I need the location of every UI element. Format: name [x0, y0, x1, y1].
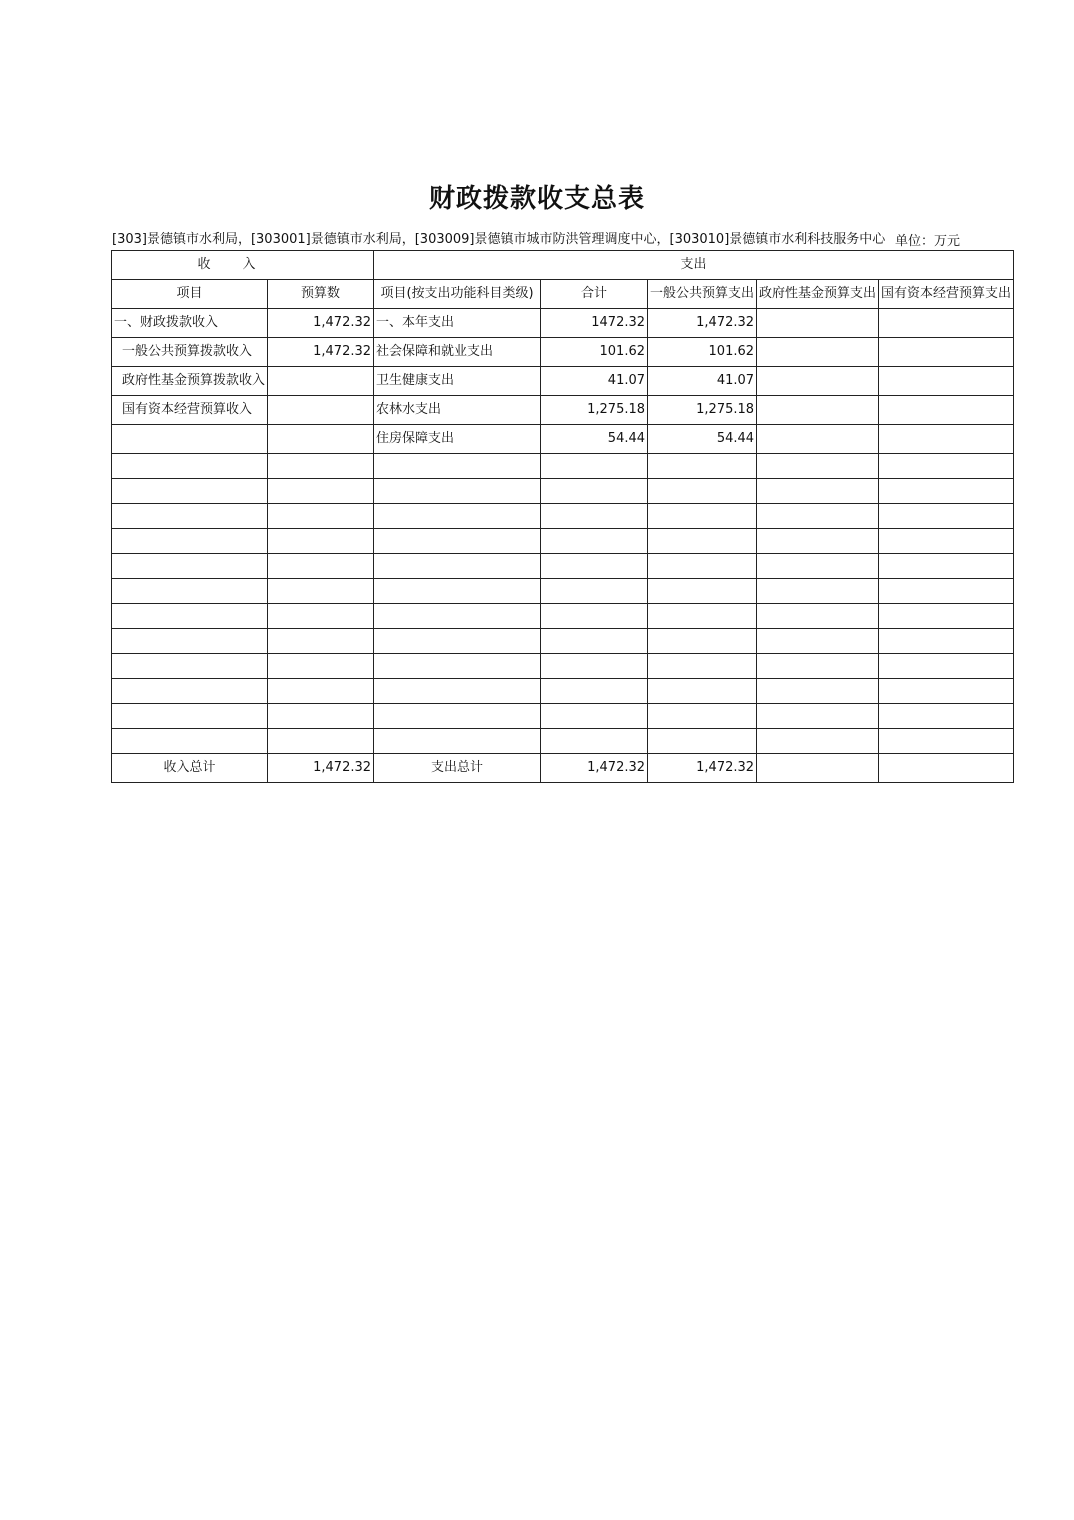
empty-cell [879, 454, 1014, 479]
income-section-label: 收入 [197, 257, 288, 272]
empty-cell [541, 554, 648, 579]
income-item: 一、财政拨款收入 [112, 309, 268, 338]
empty-cell [112, 604, 268, 629]
empty-cell [112, 579, 268, 604]
expense-total-state-capital [879, 754, 1014, 783]
empty-cell [112, 654, 268, 679]
col-header-total: 合计 [541, 280, 648, 309]
empty-cell [541, 604, 648, 629]
expense-gov-fund [757, 338, 879, 367]
empty-cell [879, 529, 1014, 554]
empty-cell [541, 679, 648, 704]
expense-total: 41.07 [541, 367, 648, 396]
expense-state-capital [879, 309, 1014, 338]
col-header-budget: 预算数 [268, 280, 374, 309]
empty-cell [648, 454, 757, 479]
expense-total-label: 支出总计 [374, 754, 541, 783]
expense-item: 卫生健康支出 [374, 367, 541, 396]
empty-cell [112, 454, 268, 479]
empty-cell [648, 479, 757, 504]
expense-general: 101.62 [648, 338, 757, 367]
empty-cell [374, 604, 541, 629]
empty-cell [757, 479, 879, 504]
empty-cell [757, 529, 879, 554]
empty-cell [879, 504, 1014, 529]
empty-row [112, 679, 1014, 704]
empty-cell [757, 554, 879, 579]
empty-cell [879, 479, 1014, 504]
expense-total-general: 1,472.32 [648, 754, 757, 783]
col-header-exp-item: 项目(按支出功能科目类级) [374, 280, 541, 309]
col-header-item: 项目 [112, 280, 268, 309]
empty-row [112, 479, 1014, 504]
empty-cell [541, 479, 648, 504]
expense-section-header: 支出 [374, 251, 1014, 280]
empty-row [112, 554, 1014, 579]
empty-cell [648, 604, 757, 629]
section-header-row [112, 251, 1014, 280]
empty-cell [112, 529, 268, 554]
empty-cell [757, 654, 879, 679]
empty-cell [648, 579, 757, 604]
empty-cell [541, 654, 648, 679]
empty-cell [648, 504, 757, 529]
income-item: 政府性基金预算拨款收入 [112, 367, 268, 396]
expense-state-capital [879, 396, 1014, 425]
empty-cell [112, 504, 268, 529]
empty-cell [374, 579, 541, 604]
empty-cell [374, 554, 541, 579]
empty-cell [268, 579, 374, 604]
empty-cell [879, 604, 1014, 629]
empty-cell [879, 629, 1014, 654]
income-item: 国有资本经营预算收入 [112, 396, 268, 425]
empty-cell [541, 579, 648, 604]
empty-cell [112, 729, 268, 754]
income-section-header [112, 251, 374, 280]
empty-cell [879, 679, 1014, 704]
empty-cell [112, 704, 268, 729]
empty-cell [757, 629, 879, 654]
empty-cell [268, 629, 374, 654]
expense-state-capital [879, 425, 1014, 454]
empty-cell [757, 454, 879, 479]
empty-row [112, 654, 1014, 679]
empty-cell [112, 629, 268, 654]
income-amount: 1,472.32 [268, 338, 374, 367]
empty-row [112, 629, 1014, 654]
expense-item: 社会保障和就业支出 [374, 338, 541, 367]
col-header-gov-fund: 政府性基金预算支出 [757, 280, 879, 309]
expense-general: 1,472.32 [648, 309, 757, 338]
income-amount [268, 367, 374, 396]
empty-row [112, 604, 1014, 629]
income-item: 一般公共预算拨款收入 [112, 338, 268, 367]
table-row [112, 338, 1014, 367]
expense-total: 1472.32 [541, 309, 648, 338]
expense-state-capital [879, 367, 1014, 396]
empty-cell [268, 704, 374, 729]
fiscal-summary-table [111, 250, 1014, 783]
empty-cell [374, 654, 541, 679]
empty-cell [374, 454, 541, 479]
currency-unit: 单位：万元 [894, 234, 960, 249]
expense-state-capital [879, 338, 1014, 367]
empty-cell [374, 629, 541, 654]
empty-cell [648, 704, 757, 729]
income-item [112, 425, 268, 454]
expense-total: 101.62 [541, 338, 648, 367]
empty-cell [374, 679, 541, 704]
expense-total: 1,275.18 [541, 396, 648, 425]
expense-total-amount: 1,472.32 [541, 754, 648, 783]
empty-cell [268, 479, 374, 504]
income-total-label: 收入总计 [112, 754, 268, 783]
empty-cell [648, 654, 757, 679]
empty-cell [879, 554, 1014, 579]
empty-cell [648, 629, 757, 654]
table-row [112, 367, 1014, 396]
empty-cell [541, 504, 648, 529]
expense-general: 54.44 [648, 425, 757, 454]
empty-cell [268, 654, 374, 679]
empty-cell [374, 529, 541, 554]
empty-cell [112, 479, 268, 504]
empty-row [112, 504, 1014, 529]
expense-item: 农林水支出 [374, 396, 541, 425]
empty-cell [757, 504, 879, 529]
expense-item: 一、本年支出 [374, 309, 541, 338]
table-row [112, 309, 1014, 338]
empty-cell [268, 604, 374, 629]
expense-general: 1,275.18 [648, 396, 757, 425]
empty-cell [112, 679, 268, 704]
expense-total-gov-fund [757, 754, 879, 783]
empty-cell [879, 729, 1014, 754]
empty-row [112, 729, 1014, 754]
income-amount: 1,472.32 [268, 309, 374, 338]
empty-cell [879, 704, 1014, 729]
totals-row [112, 754, 1014, 783]
empty-cell [541, 704, 648, 729]
income-total-amount: 1,472.32 [268, 754, 374, 783]
empty-cell [268, 679, 374, 704]
empty-cell [541, 629, 648, 654]
empty-cell [757, 704, 879, 729]
income-amount [268, 425, 374, 454]
empty-cell [268, 529, 374, 554]
empty-cell [112, 554, 268, 579]
empty-cell [268, 504, 374, 529]
empty-row [112, 704, 1014, 729]
table-row [112, 425, 1014, 454]
empty-cell [757, 679, 879, 704]
empty-cell [648, 554, 757, 579]
expense-total: 54.44 [541, 425, 648, 454]
income-amount [268, 396, 374, 425]
empty-cell [757, 579, 879, 604]
empty-row [112, 579, 1014, 604]
empty-cell [541, 529, 648, 554]
empty-cell [648, 679, 757, 704]
expense-general: 41.07 [648, 367, 757, 396]
empty-cell [648, 529, 757, 554]
empty-cell [757, 604, 879, 629]
expense-gov-fund [757, 309, 879, 338]
empty-cell [374, 504, 541, 529]
expense-gov-fund [757, 425, 879, 454]
unit-list: [303]景德镇市水利局，[303001]景德镇市水利局，[303009]景德镇市城市防洪管理调度中心，[303010]景德镇市水利科技服务中心 [112, 232, 886, 247]
empty-cell [374, 704, 541, 729]
expense-gov-fund [757, 396, 879, 425]
empty-cell [374, 479, 541, 504]
empty-cell [879, 654, 1014, 679]
expense-gov-fund [757, 367, 879, 396]
empty-cell [648, 729, 757, 754]
col-header-general: 一般公共预算支出 [648, 280, 757, 309]
empty-cell [757, 729, 879, 754]
page-title: 财政拨款收支总表 [428, 184, 645, 214]
empty-cell [374, 729, 541, 754]
empty-cell [268, 454, 374, 479]
empty-row [112, 454, 1014, 479]
empty-cell [268, 554, 374, 579]
empty-row [112, 529, 1014, 554]
empty-cell [541, 729, 648, 754]
expense-item: 住房保障支出 [374, 425, 541, 454]
col-header-state-capital: 国有资本经营预算支出 [879, 280, 1014, 309]
table-row [112, 396, 1014, 425]
empty-cell [541, 454, 648, 479]
empty-cell [268, 729, 374, 754]
empty-cell [879, 579, 1014, 604]
column-header-row [112, 280, 1014, 309]
